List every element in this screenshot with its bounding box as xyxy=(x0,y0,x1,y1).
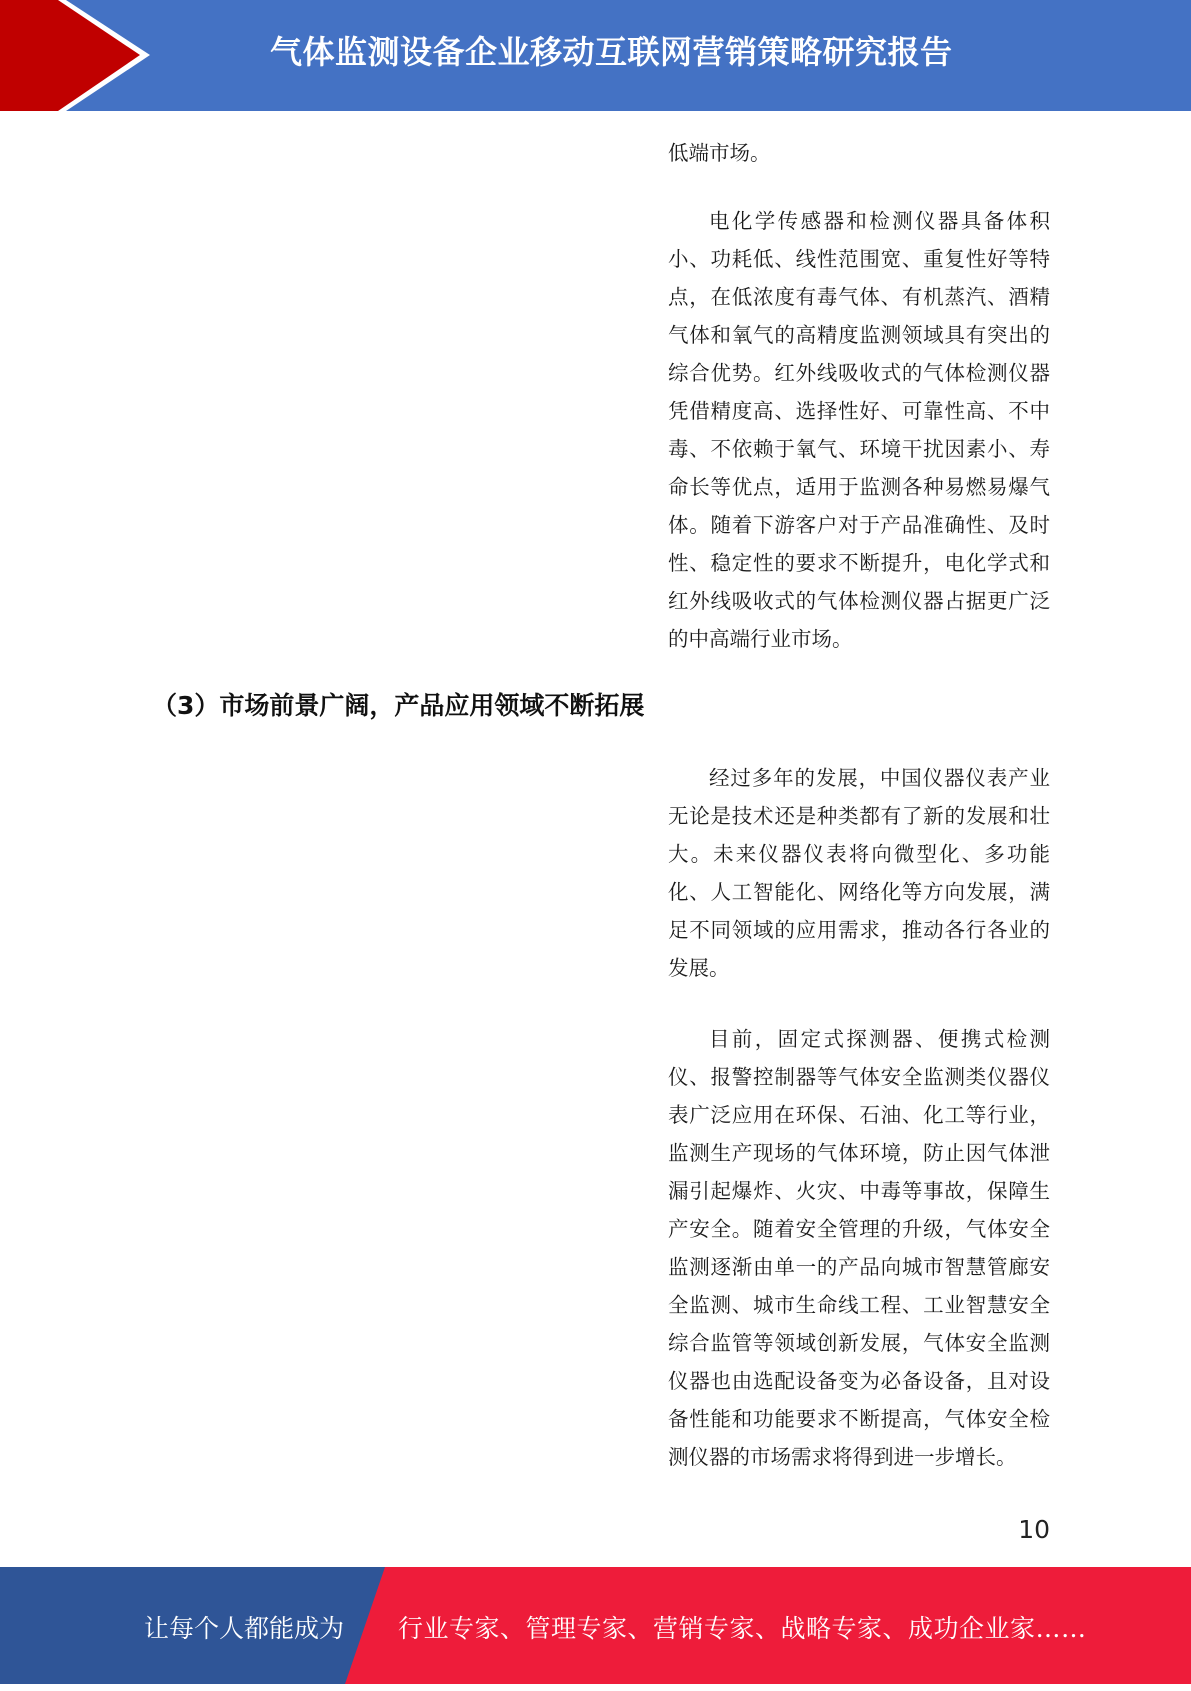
footer-slogan-left: 让每个人都能成为 xyxy=(144,1614,345,1643)
paragraph-sensors: 电化学传感器和检测仪器具备体积小、功耗低、线性范围宽、重复性好等特点，在低浓度有毒气体、有机蒸汽、酒精气体和氧气的高精度监测领域具有突出的综合优势。红外线吸收式的气体检测仪器凭借精度高、选择性好、可靠性高、不中毒、不依赖于氧气、环境干扰因素小、寿命长等优点，适用于监测各种易燃易爆气体。随着下游客户对于产品准确性、及时性、稳定性的要求不断提升，电化学式和红外线吸收式的气体检测仪器占据更广泛的中高端行业市场。 xyxy=(668,209,1050,651)
section-heading: （3）市场前景广阔，产品应用领域不断拓展 xyxy=(152,691,645,720)
page-number: 10 xyxy=(1018,1515,1050,1544)
report-title: 气体监测设备企业移动互联网营销策略研究报告 xyxy=(270,33,953,71)
paragraph-continuation: 低端市场。 xyxy=(668,141,771,165)
page-header xyxy=(0,0,1191,111)
paragraph-applications: 目前，固定式探测器、便携式检测仪、报警控制器等气体安全监测类仪器仪表广泛应用在环保、石油、化工等行业，监测生产现场的气体环境，防止因气体泄漏引起爆炸、火灾、中毒等事故，保障生产安全。随着安全管理的升级，气体安全监测逐渐由单一的产品向城市智慧管廊安全监测、城市生命线工程、工业智慧安全综合监管等领域创新发展，气体安全监测仪器也由选配设备变为必备设备，且对设备性能和功能要求不断提高，气体安全检测仪器的市场需求将得到进一步增长。 xyxy=(668,1027,1050,1469)
footer-slogan-right: 行业专家、管理专家、营销专家、战略专家、成功企业家…… xyxy=(398,1614,1087,1643)
paragraph-industry: 经过多年的发展，中国仪器仪表产业无论是技术还是种类都有了新的发展和壮大。未来仪器仪表将向微型化、多功能化、人工智能化、网络化等方向发展，满足不同领域的应用需求，推动各行各业的发展。 xyxy=(668,766,1050,980)
page-footer xyxy=(0,1567,1191,1684)
